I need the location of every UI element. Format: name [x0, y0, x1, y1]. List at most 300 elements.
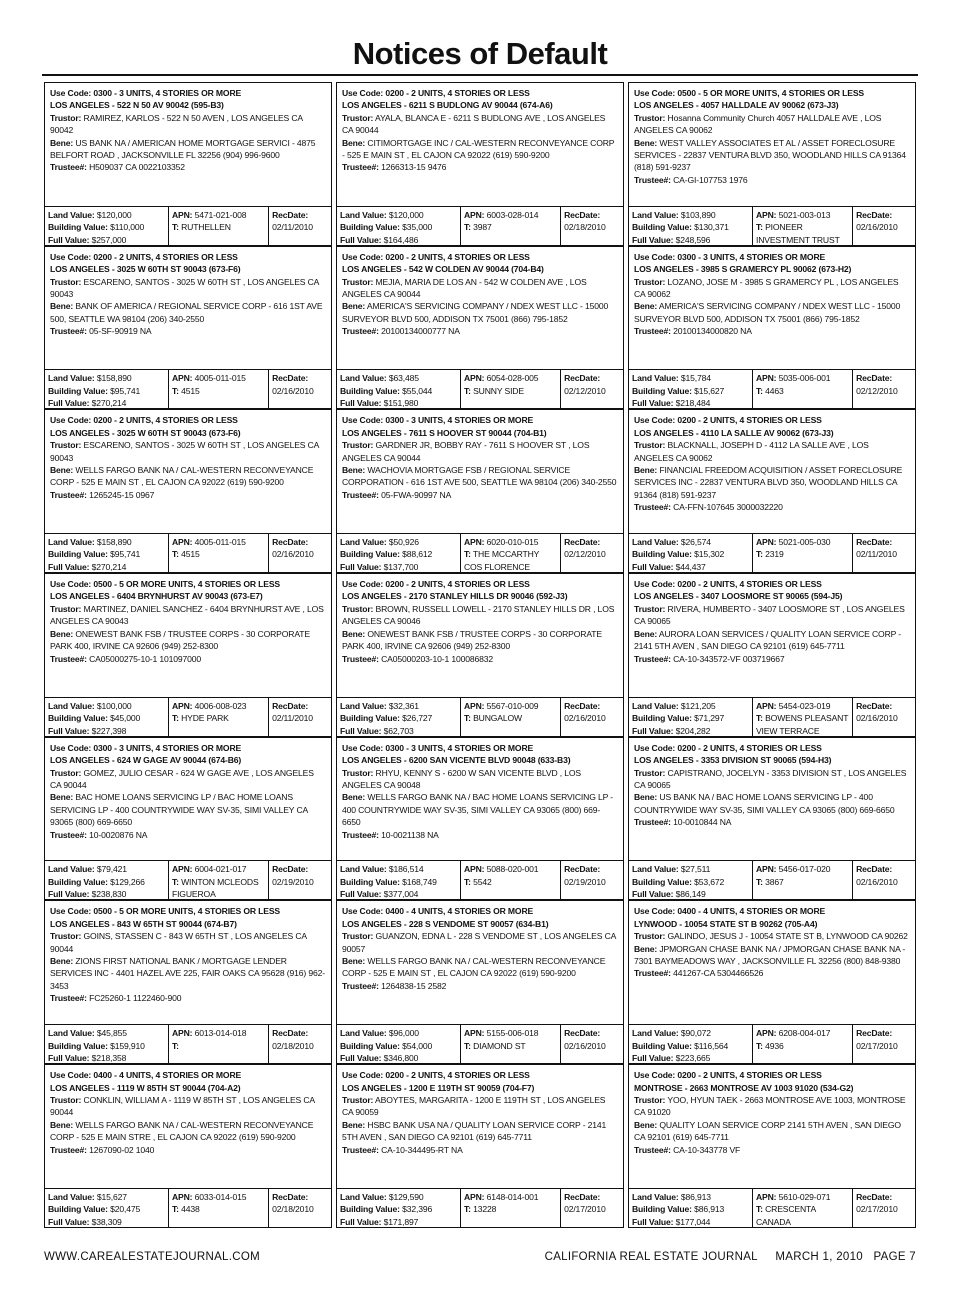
trustor: [342, 1095, 605, 1117]
recdate-label: RecDate:: [272, 700, 309, 711]
recdate-label: RecDate:: [856, 537, 893, 548]
trustor-label: Trustor:: [342, 112, 374, 123]
apn-value: 6003-028-014: [486, 209, 539, 220]
trustee-number-value: CA05000275-10-1 101097000: [89, 653, 202, 664]
trustee-number-label: Trustee#:: [50, 829, 87, 840]
trustee-number-label: Trustee#:: [50, 326, 87, 337]
tract-value: 4515: [181, 385, 200, 396]
tract: [172, 1204, 200, 1214]
land-value: [632, 373, 711, 383]
notice-column: [336, 82, 624, 1228]
trustee-number: [50, 326, 152, 336]
trustee-number-label: Trustee#:: [342, 829, 379, 840]
full-value: [48, 1053, 126, 1063]
beneficiary-value: AMERICA'S SERVICING COMPANY / NDEX WEST LLC - 15000 SURVEYOR BLVD 500, ADDISON TX 75001 (866) 795-1852: [342, 301, 609, 324]
full-value-value: $377,004: [383, 889, 419, 900]
full-value-label: Full Value:: [632, 1052, 674, 1063]
trustee-number-value: CA-10-344495-RT NA: [381, 1144, 463, 1155]
trustor: [342, 277, 587, 299]
apn-label: APN:: [171, 537, 193, 548]
trustor-value: ESCARENO, SANTOS - 3025 W 60TH ST , LOS ANGELES CA 90043: [50, 440, 319, 463]
beneficiary-value: WEST VALLEY ASSOCIATES ET AL / ASSET FORECLOSURE SERVICES - 22837 VENTURA BLVD 350, WOODLAND HILLS CA 91364 (818) 591-9237: [634, 137, 906, 173]
value-cell: [45, 861, 168, 899]
apn-cell: [752, 534, 852, 572]
apn-value: 5610-029-071: [778, 1191, 831, 1202]
use-code: Use Code: 0200 - 2 UNITS, 4 STORIES OR LESS: [50, 251, 238, 262]
beneficiary-label: Bene:: [50, 301, 74, 312]
recdate-value: 02/16/2010: [564, 1040, 606, 1051]
recdate-label: RecDate:: [856, 700, 893, 711]
beneficiary: [50, 1120, 313, 1142]
tract: [172, 386, 200, 396]
trustee-number-value: 20100134000820 NA: [673, 326, 752, 337]
notice-card: [44, 900, 332, 1064]
value-cell: [629, 698, 752, 736]
full-value-label: Full Value:: [340, 398, 382, 409]
values-row: [628, 697, 916, 737]
trustor-value: ESCARENO, SANTOS - 3025 W 60TH ST , LOS ANGELES CA 90043: [50, 276, 319, 299]
tract-label: T:: [171, 713, 179, 724]
recdate-value: 02/16/2010: [564, 713, 606, 724]
recdate-label: RecDate:: [272, 864, 309, 875]
recdate-cell: [268, 698, 331, 736]
recdate-value: 02/11/2010: [272, 222, 313, 233]
values-row: [628, 369, 916, 409]
values-row: [44, 1024, 332, 1064]
land-value: [48, 210, 132, 220]
footer-website[interactable]: WWW.CAREALESTATEJOURNAL.COM: [44, 1251, 260, 1263]
land-value-label: Land Value:: [340, 373, 387, 384]
property-address: LOS ANGELES - 3985 S GRAMERCY PL 90062 (673-H2): [634, 264, 852, 275]
apn-cell: [752, 370, 852, 408]
trustor: [50, 768, 314, 790]
property-address: LOS ANGELES - 3407 LOOSMORE ST 90065 (594-J5): [634, 591, 843, 602]
recdate-value: 02/16/2010: [272, 385, 314, 396]
apn-label: APN:: [755, 1028, 777, 1039]
beneficiary: [634, 629, 901, 651]
trustee-number-label: Trustee#:: [342, 489, 379, 500]
apn: [756, 1028, 830, 1038]
notice-text: [628, 737, 916, 861]
trustee-number-value: FC25260-1 1122460-900: [89, 993, 182, 1004]
trustee-number-label: Trustee#:: [50, 489, 87, 500]
building-value: [340, 1041, 432, 1051]
apn-value: 5035-006-001: [778, 373, 831, 384]
use-code: Use Code: 0200 - 2 UNITS, 4 STORIES OR LESS: [634, 742, 822, 753]
recdate-label: RecDate:: [272, 1191, 309, 1202]
building-value-label: Building Value:: [340, 1040, 400, 1051]
notice-card: [628, 1064, 916, 1228]
apn-label: APN:: [755, 209, 777, 220]
beneficiary-label: Bene:: [50, 956, 74, 967]
trustee-number-value: 1266313-15 9476: [381, 162, 447, 173]
trustor: [50, 931, 307, 953]
recdate-cell: [560, 861, 623, 899]
building-value: [48, 877, 145, 887]
notice-card: [44, 1064, 332, 1228]
trustee-number-label: Trustee#:: [50, 162, 87, 173]
value-cell: [629, 370, 752, 408]
trustee-number-label: Trustee#:: [634, 326, 671, 337]
recdate-cell: [560, 207, 623, 245]
full-value-value: $227,398: [91, 725, 127, 736]
land-value: [48, 701, 132, 711]
building-value-value: $26,727: [402, 713, 433, 724]
apn-cell: [752, 1189, 852, 1227]
land-value-value: $45,855: [96, 1028, 127, 1039]
trustee-number: [50, 490, 154, 500]
full-value-value: $218,484: [675, 398, 711, 409]
beneficiary-value: BAC HOME LOANS SERVICING LP / BAC HOME LOANS SERVICING LP - 400 COUNTRYWIDE WAY SV-35, SIMI VALLEY CA 93065 (800) 669-6650: [50, 792, 308, 828]
building-value-label: Building Value:: [48, 222, 108, 233]
beneficiary-label: Bene:: [50, 1119, 74, 1130]
tract-value: SUNNY SIDE: [473, 385, 524, 396]
trustor-label: Trustor:: [634, 1094, 666, 1105]
recdate-label: RecDate:: [272, 1028, 309, 1039]
trustee-number-label: Trustee#:: [634, 174, 671, 185]
beneficiary-label: Bene:: [50, 628, 74, 639]
values-row: [336, 369, 624, 409]
building-value: [48, 1041, 145, 1051]
notice-card: [628, 573, 916, 737]
value-cell: [337, 1025, 460, 1063]
use-code: Use Code: 0400 - 4 UNITS, 4 STORIES OR MORE: [634, 906, 826, 917]
property-address: LOS ANGELES - 6200 SAN VICENTE BLVD 90048 (633-B3): [342, 755, 571, 766]
building-value-label: Building Value:: [48, 876, 108, 887]
apn-cell: [460, 1025, 560, 1063]
recdate-value: 02/11/2010: [272, 713, 313, 724]
building-value-label: Building Value:: [632, 549, 692, 560]
trustor: [50, 440, 319, 462]
tract-value: 4463: [765, 385, 784, 396]
full-value-label: Full Value:: [48, 1216, 90, 1227]
trustee-number-value: 441267-CA 5304466526: [673, 968, 764, 979]
trustor-label: Trustor:: [634, 767, 666, 778]
land-value-label: Land Value:: [632, 1191, 679, 1202]
apn-value: 5471-021-008: [194, 209, 247, 220]
value-cell: [45, 1025, 168, 1063]
recdate-value: 02/16/2010: [272, 549, 314, 560]
trustor-label: Trustor:: [50, 440, 82, 451]
beneficiary-value: CITIMORTGAGE INC / CAL-WESTERN RECONVEYANCE CORP - 525 E MAIN ST , EL CAJON CA 92022 (619) 590-9200: [342, 137, 615, 161]
building-value: [340, 222, 432, 232]
notice-column: [628, 82, 916, 1228]
building-value-label: Building Value:: [632, 876, 692, 887]
tract-label: T:: [171, 1204, 179, 1215]
building-value: [48, 386, 140, 396]
land-value-value: $15,784: [680, 373, 711, 384]
recdate-value: 02/18/2010: [564, 222, 606, 233]
building-value: [340, 713, 432, 723]
tract-label: T:: [463, 1040, 471, 1051]
beneficiary-value: JPMORGAN CHASE BANK NA / JPMORGAN CHASE BANK NA - 7301 BAYMEADOWS WAY , JACKSONVILLE FL 32256 (800) 848-9380: [634, 943, 906, 967]
trustee-number: [342, 654, 493, 664]
building-value: [632, 1041, 728, 1051]
beneficiary: [50, 301, 322, 323]
notice-card: [628, 900, 916, 1064]
beneficiary: [634, 1120, 901, 1142]
land-value-value: $158,890: [96, 537, 132, 548]
full-value-value: $177,044: [675, 1216, 711, 1227]
trustor-label: Trustor:: [50, 603, 82, 614]
beneficiary-label: Bene:: [342, 1119, 366, 1130]
page-footer: [44, 1251, 916, 1263]
apn-label: APN:: [463, 209, 485, 220]
land-value-value: $15,627: [96, 1191, 127, 1202]
tract: [172, 713, 229, 723]
notice-card: [628, 246, 916, 410]
beneficiary: [342, 138, 614, 160]
building-value: [340, 877, 437, 887]
tract-label: T:: [463, 385, 471, 396]
trustor: [634, 604, 905, 626]
values-row: [336, 860, 624, 900]
beneficiary-label: Bene:: [634, 465, 658, 475]
apn-value: 4006-008-023: [194, 700, 247, 711]
beneficiary-label: Bene:: [634, 301, 658, 312]
trustee-number: [342, 490, 451, 500]
trustor: [634, 113, 881, 135]
building-value-label: Building Value:: [340, 876, 400, 887]
land-value: [340, 864, 424, 874]
use-code: Use Code: 0500 - 5 OR MORE UNITS, 4 STORIES OR LESS: [50, 906, 281, 917]
apn-value: 6208-004-017: [778, 1028, 831, 1039]
apn-cell: [168, 1025, 268, 1063]
notice-card: [336, 82, 624, 246]
full-value-value: $44,437: [675, 561, 706, 572]
use-code: Use Code: 0300 - 3 UNITS, 4 STORIES OR MORE: [634, 251, 826, 262]
trustor-label: Trustor:: [342, 440, 374, 451]
value-cell: [45, 370, 168, 408]
trustor-value: RIVERA, HUMBERTO - 3407 LOOSMORE ST , LOS ANGELES CA 90065: [634, 603, 905, 627]
land-value-label: Land Value:: [632, 537, 679, 548]
tract: [756, 877, 784, 887]
notice-text: [628, 900, 916, 1024]
building-value: [632, 549, 724, 559]
notice-card: [336, 409, 624, 573]
recdate-label: RecDate:: [564, 209, 601, 220]
land-value: [48, 1192, 127, 1202]
apn-label: APN:: [463, 1191, 485, 1202]
value-cell: [629, 1189, 752, 1227]
apn: [756, 1192, 830, 1202]
apn-value: 4005-011-015: [194, 537, 246, 548]
beneficiary: [342, 1120, 606, 1142]
notice-card: [336, 573, 624, 737]
apn-value: 6148-014-001: [486, 1191, 539, 1202]
value-cell: [629, 861, 752, 899]
beneficiary-value: AURORA LOAN SERVICES / QUALITY LOAN SERVICE CORP - 2141 5TH AVEN , SAN DIEGO CA 92101 (619) 645-7711: [634, 628, 902, 652]
beneficiary-label: Bene:: [342, 792, 366, 803]
trustor-value: Hosanna Community Church 4057 HALLDALE AVE , LOS ANGELES CA 90062: [634, 112, 882, 136]
recdate-value: 02/16/2010: [856, 713, 898, 724]
land-value-value: $120,000: [388, 209, 424, 220]
trustee-number-label: Trustee#:: [50, 653, 87, 664]
trustee-number-value: CA-10-343572-VF 003719667: [673, 653, 785, 664]
trustor: [50, 113, 303, 135]
beneficiary-value: WELLS FARGO BANK NA / CAL-WESTERN RECONVEYANCE CORP - 525 E MAIN STRE , EL CAJON CA 92022 (619) 590-9200: [50, 1119, 314, 1143]
apn-cell: [168, 534, 268, 572]
beneficiary-value: ONEWEST BANK FSB / TRUSTEE CORPS - 30 CORPORATE PARK 400, IRVINE CA 92606 (949) 252-8300: [342, 628, 602, 652]
land-value-label: Land Value:: [340, 1191, 387, 1202]
tract-value: 4515: [181, 549, 200, 560]
trustee-number-label: Trustee#:: [634, 653, 671, 664]
tract: [464, 386, 524, 396]
land-value: [340, 1028, 419, 1038]
land-value-label: Land Value:: [48, 864, 95, 875]
beneficiary-value: WELLS FARGO BANK NA / CAL-WESTERN RECONVEYANCE CORP - 525 E MAIN ST , EL CAJON CA 92022 (619) 590-9200: [50, 465, 314, 488]
land-value: [340, 1192, 424, 1202]
recdate-value: 02/12/2010: [564, 385, 606, 396]
property-address: LOS ANGELES - 1200 E 119TH ST 90059 (704-F7): [342, 1082, 535, 1093]
trustor: [342, 931, 616, 953]
full-value-value: $171,897: [383, 1216, 419, 1227]
property-address: LOS ANGELES - 522 N 50 AV 90042 (595-B3): [50, 100, 224, 111]
trustee-number: [50, 830, 147, 840]
apn-value: 6020-010-015: [486, 537, 539, 548]
notice-card: [336, 1064, 624, 1228]
tract-label: T:: [463, 713, 471, 724]
land-value-value: $86,913: [680, 1191, 711, 1202]
building-value-value: $32,396: [402, 1204, 433, 1215]
value-cell: [45, 207, 168, 245]
tract-label: T:: [171, 385, 179, 396]
recdate-cell: [560, 698, 623, 736]
trustor: [634, 277, 898, 299]
beneficiary-label: Bene:: [634, 628, 658, 639]
trustee-number-label: Trustee#:: [634, 817, 671, 828]
trustee-number-label: Trustee#:: [634, 1144, 671, 1155]
trustee-number-label: Trustee#:: [342, 162, 379, 173]
value-cell: [337, 534, 460, 572]
full-value: [632, 1053, 710, 1063]
trustor: [342, 113, 605, 135]
trustee-number-value: 10-0010844 NA: [673, 817, 732, 828]
notice-card: [44, 246, 332, 410]
land-value: [632, 210, 716, 220]
tract-label: T:: [171, 549, 179, 560]
use-code: Use Code: 0400 - 4 UNITS, 4 STORIES OR MORE: [342, 906, 534, 917]
trustor: [342, 768, 581, 790]
building-value-value: $45,000: [110, 713, 141, 724]
recdate-cell: [560, 370, 623, 408]
land-value-label: Land Value:: [48, 1191, 95, 1202]
full-value: [48, 398, 126, 408]
trustor-value: GOMEZ, JULIO CESAR - 624 W GAGE AVE , LOS ANGELES CA 90044: [50, 767, 314, 790]
recdate-label: RecDate:: [272, 537, 309, 548]
beneficiary-value: ONEWEST BANK FSB / TRUSTEE CORPS - 30 CORPORATE PARK 400, IRVINE CA 92606 (949) 252-8300: [50, 628, 310, 652]
apn-cell: [460, 207, 560, 245]
trustor-label: Trustor:: [634, 440, 666, 451]
full-value-value: $151,980: [383, 398, 419, 409]
building-value-value: $116,564: [694, 1040, 729, 1051]
trustor: [50, 1095, 315, 1117]
trustor-value: ABOYTES, MARGARITA - 1200 E 119TH ST , LOS ANGELES CA 90059: [342, 1094, 606, 1118]
building-value-value: $168,749: [402, 876, 437, 887]
full-value-value: $257,000: [91, 234, 127, 245]
land-value: [48, 864, 127, 874]
building-value-label: Building Value:: [632, 1040, 692, 1051]
apn: [464, 701, 538, 711]
use-code: Use Code: 0200 - 2 UNITS, 4 STORIES OR LESS: [342, 88, 530, 98]
property-address: LOS ANGELES - 4110 LA SALLE AV 90062 (673-J3): [634, 427, 834, 438]
property-address: LOS ANGELES - 3353 DIVISION ST 90065 (594-H3): [634, 755, 832, 766]
apn: [756, 537, 830, 547]
recdate-value: 02/16/2010: [856, 876, 898, 887]
trustor-label: Trustor:: [50, 112, 82, 123]
tract-label: T:: [463, 549, 471, 560]
property-address: LOS ANGELES - 228 S VENDOME ST 90057 (634-B1): [342, 918, 549, 929]
trustee-number: [634, 1145, 740, 1155]
apn: [172, 537, 246, 547]
building-value-value: $35,000: [402, 222, 433, 233]
apn-value: 5021-005-030: [778, 537, 831, 548]
recdate-cell: [268, 370, 331, 408]
tract: [464, 1204, 496, 1214]
tract: [756, 386, 784, 396]
apn-label: APN:: [463, 700, 485, 711]
land-value-value: $100,000: [96, 700, 132, 711]
recdate-cell: [268, 861, 331, 899]
beneficiary-value: ZIONS FIRST NATIONAL BANK / MORTGAGE LENDER SERVICES INC - 4401 HAZEL AVE 225, FAIR OAKS CA 95628 (916) 962-3453: [50, 956, 325, 991]
use-code: Use Code: 0300 - 3 UNITS, 4 STORIES OR MORE: [50, 742, 242, 753]
notice-text: [44, 573, 332, 697]
notice-text: [44, 900, 332, 1024]
beneficiary-value: FINANCIAL FREEDOM ACQUISITION / ASSET FORECLOSURE SERVICES INC - 22837 VENTURA BLVD 350, WOODLAND HILLS CA 91364 (818) 591-9237: [634, 465, 903, 500]
apn-cell: [752, 698, 852, 736]
land-value-label: Land Value:: [340, 1028, 387, 1039]
full-value: [340, 562, 418, 572]
tract: [464, 1041, 526, 1051]
land-value-value: $158,890: [96, 373, 132, 384]
full-value-value: $238,830: [91, 889, 127, 900]
values-row: [628, 860, 916, 900]
apn-value: 6013-014-018: [194, 1028, 247, 1039]
notice-text: [44, 409, 332, 533]
land-value-value: $121,205: [680, 700, 716, 711]
full-value-label: Full Value:: [48, 889, 90, 900]
tract: [756, 549, 784, 559]
building-value: [632, 222, 729, 232]
land-value: [340, 537, 419, 547]
notice-text: [44, 737, 332, 861]
land-value-value: $120,000: [96, 209, 132, 220]
recdate-label: RecDate:: [564, 1191, 601, 1202]
trustee-number: [634, 175, 748, 185]
recdate-value: 02/18/2010: [272, 1040, 314, 1051]
trustee-number: [634, 502, 783, 512]
tract-value: BUNGALOW: [473, 713, 523, 724]
beneficiary-value: HSBC BANK USA NA / QUALITY LOAN SERVICE CORP - 2141 5TH AVEN , SAN DIEGO CA 92101 (619) 645-7711: [342, 1119, 607, 1143]
notice-text: [336, 1064, 624, 1188]
building-value: [340, 1204, 432, 1214]
full-value: [340, 1053, 418, 1063]
apn-value: 6054-028-005: [486, 373, 539, 384]
trustor: [342, 604, 614, 626]
apn-label: APN:: [171, 1191, 193, 1202]
tract-value: RUTHELLEN: [181, 222, 231, 233]
trustee-number: [634, 654, 785, 664]
tract-label: T:: [755, 385, 763, 396]
building-value-value: $159,910: [110, 1040, 145, 1051]
trustor-value: LOZANO, JOSE M - 3985 S GRAMERCY PL , LOS ANGELES CA 90062: [634, 276, 899, 299]
building-value: [340, 386, 432, 396]
apn: [172, 1028, 246, 1038]
building-value-value: $95,741: [110, 385, 141, 396]
apn-label: APN:: [463, 1028, 485, 1039]
values-row: [44, 697, 332, 737]
apn-label: APN:: [171, 700, 193, 711]
